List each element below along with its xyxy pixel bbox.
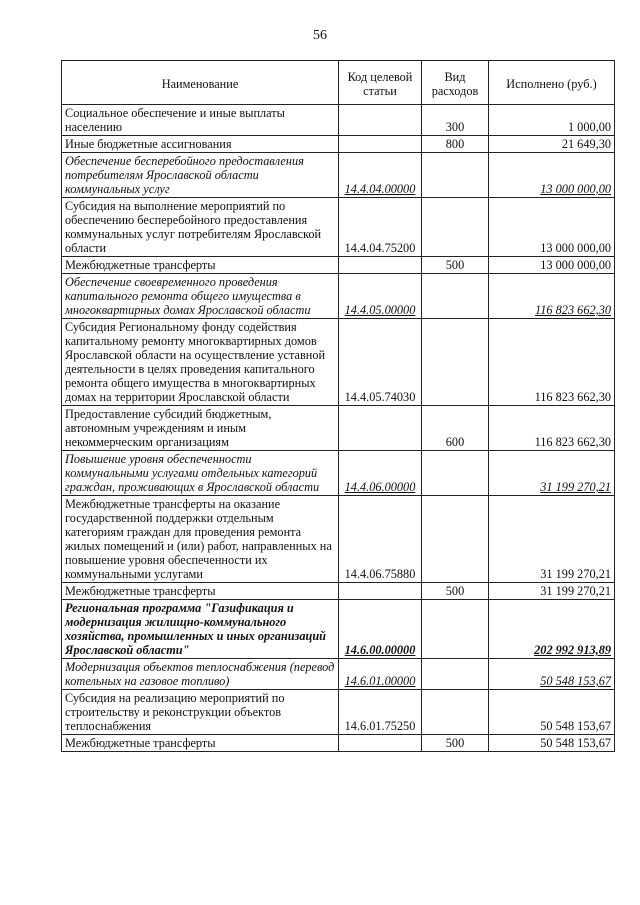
cell-amount-text: 31 199 270,21	[540, 584, 611, 598]
table-row	[62, 319, 615, 406]
cell-type	[422, 600, 489, 659]
cell-amount-text: 202 992 913,89	[534, 643, 611, 657]
cell-code-text: 14.4.05.74030	[344, 390, 416, 404]
cell-amount	[489, 198, 615, 257]
table-row	[62, 735, 615, 752]
cell-type	[422, 583, 489, 600]
table-row	[62, 153, 615, 198]
cell-type	[422, 319, 489, 406]
cell-type	[422, 198, 489, 257]
page-number: 56	[313, 28, 327, 43]
cell-type	[422, 496, 489, 583]
cell-amount-text: 50 548 153,67	[540, 736, 611, 750]
cell-code-text: 14.4.04.00000	[344, 182, 416, 196]
cell-code-text: 14.6.01.00000	[344, 674, 416, 688]
cell-type	[422, 105, 489, 136]
cell-name-text: Субсидия на реализацию мероприятий по строительству и реконструкции объектов теплоснабжения	[65, 691, 285, 733]
table-row	[62, 105, 615, 136]
cell-amount-text: 13 000 000,00	[540, 258, 611, 272]
cell-name-text: Модернизация объектов теплоснабжения (перевод котельных на газовое топливо)	[65, 660, 335, 688]
cell-code	[339, 105, 422, 136]
cell-amount	[489, 583, 615, 600]
cell-type-text: 500	[445, 258, 465, 272]
cell-name-text: Межбюджетные трансферты	[65, 258, 216, 272]
cell-code-text: 14.6.01.75250	[344, 719, 416, 733]
header-name: Наименование	[62, 61, 339, 105]
cell-type-text: 800	[445, 137, 465, 151]
cell-type	[422, 136, 489, 153]
table-row	[62, 257, 615, 274]
cell-type	[422, 257, 489, 274]
cell-name-text: Региональная программа "Газификация и модернизация жилищно-коммунального хозяйства, промышленных и иных организаций Ярославской области"	[65, 601, 327, 657]
cell-name	[62, 153, 339, 198]
cell-type	[422, 274, 489, 319]
cell-amount-text: 116 823 662,30	[535, 303, 611, 317]
cell-amount	[489, 319, 615, 406]
cell-name	[62, 136, 339, 153]
cell-code	[339, 257, 422, 274]
cell-amount	[489, 136, 615, 153]
cell-code	[339, 136, 422, 153]
budget-table	[61, 60, 615, 752]
cell-amount-text: 13 000 000,00	[540, 182, 611, 196]
table-row	[62, 659, 615, 690]
cell-type	[422, 735, 489, 752]
cell-name-text: Субсидия Региональному фонду содействия капитальному ремонту многоквартирных домов Ярославской области на осуществление уставной деятельности в целях проведения капитального ремонта общего имущества в многоквартирных домах на территории Ярославской области	[65, 320, 326, 404]
cell-name	[62, 735, 339, 752]
cell-amount	[489, 105, 615, 136]
cell-name-text: Социальное обеспечение и иные выплаты населению	[65, 106, 285, 134]
cell-name-text: Предоставление субсидий бюджетным, автономным учреждениям и иным некоммерческим организациям	[65, 407, 272, 449]
cell-code	[339, 496, 422, 583]
cell-code	[339, 274, 422, 319]
cell-name	[62, 659, 339, 690]
table-header-row	[62, 61, 615, 105]
cell-code	[339, 659, 422, 690]
cell-name	[62, 690, 339, 735]
cell-code	[339, 735, 422, 752]
cell-type-text: 600	[445, 435, 465, 449]
cell-type	[422, 153, 489, 198]
cell-type	[422, 451, 489, 496]
cell-code	[339, 319, 422, 406]
cell-amount	[489, 451, 615, 496]
cell-code	[339, 600, 422, 659]
cell-amount-text: 116 823 662,30	[534, 390, 611, 404]
cell-name	[62, 406, 339, 451]
cell-amount	[489, 600, 615, 659]
cell-code	[339, 451, 422, 496]
cell-name-text: Межбюджетные трансферты	[65, 584, 216, 598]
table-row	[62, 496, 615, 583]
cell-amount-text: 50 548 153,67	[540, 719, 611, 733]
cell-name	[62, 496, 339, 583]
cell-type-text: 500	[445, 736, 465, 750]
cell-name-text: Межбюджетные трансферты на оказание государственной поддержки отдельным категориям граждан для проведения ремонта жилых помещений и (или) работ, направленных на повышение уровня обеспеченности их коммунальными услугами	[65, 497, 332, 581]
cell-name	[62, 257, 339, 274]
cell-amount	[489, 690, 615, 735]
cell-amount-text: 50 548 153,67	[540, 674, 611, 688]
cell-code	[339, 583, 422, 600]
cell-name	[62, 600, 339, 659]
cell-amount-text: 31 199 270,21	[540, 567, 611, 581]
cell-name	[62, 274, 339, 319]
cell-type-text: 500	[445, 584, 465, 598]
cell-name	[62, 105, 339, 136]
table-row	[62, 583, 615, 600]
cell-amount-text: 31 199 270,21	[540, 480, 611, 494]
cell-name-text: Субсидия на выполнение мероприятий по обеспечению бесперебойного предоставления коммунальных услуг потребителям Ярославской области	[65, 199, 322, 255]
cell-amount	[489, 735, 615, 752]
header-type: Вид расходов	[422, 61, 489, 105]
cell-type	[422, 659, 489, 690]
cell-code	[339, 153, 422, 198]
cell-amount	[489, 406, 615, 451]
cell-name	[62, 198, 339, 257]
table-row	[62, 690, 615, 735]
cell-code	[339, 690, 422, 735]
cell-amount-text: 21 649,30	[561, 137, 611, 151]
cell-code-text: 14.4.06.00000	[344, 480, 416, 494]
cell-name	[62, 319, 339, 406]
cell-amount	[489, 659, 615, 690]
cell-type	[422, 690, 489, 735]
cell-code-text: 14.4.06.75880	[344, 567, 416, 581]
table-body	[62, 105, 615, 752]
cell-type-text: 300	[445, 120, 465, 134]
table-row	[62, 198, 615, 257]
cell-name	[62, 583, 339, 600]
cell-code	[339, 406, 422, 451]
cell-code-text: 14.4.04.75200	[344, 241, 416, 255]
cell-name-text: Обеспечение бесперебойного предоставления потребителям Ярославской области коммунальных услуг	[65, 154, 304, 196]
cell-amount-text: 1 000,00	[567, 120, 611, 134]
cell-amount	[489, 274, 615, 319]
table-row	[62, 274, 615, 319]
cell-amount	[489, 257, 615, 274]
cell-code	[339, 198, 422, 257]
table-row	[62, 136, 615, 153]
cell-name-text: Повышение уровня обеспеченности коммунальными услугами отдельных категорий граждан, проживающих в Ярославской области	[65, 452, 320, 494]
cell-amount-text: 116 823 662,30	[534, 435, 611, 449]
cell-name-text: Обеспечение своевременного проведения капитального ремонта общего имущества в многоквартирных домах Ярославской области	[65, 275, 311, 317]
cell-code-text: 14.6.00.00000	[344, 643, 416, 657]
cell-amount-text: 13 000 000,00	[540, 241, 611, 255]
table-row	[62, 600, 615, 659]
header-amount: Исполнено (руб.)	[489, 61, 615, 105]
table-row	[62, 406, 615, 451]
cell-name-text: Иные бюджетные ассигнования	[65, 137, 232, 151]
header-code: Код целевой статьи	[339, 61, 422, 105]
cell-name-text: Межбюджетные трансферты	[65, 736, 216, 750]
cell-code-text: 14.4.05.00000	[344, 303, 416, 317]
cell-name	[62, 451, 339, 496]
table-row	[62, 451, 615, 496]
cell-amount	[489, 496, 615, 583]
cell-type	[422, 406, 489, 451]
cell-amount	[489, 153, 615, 198]
